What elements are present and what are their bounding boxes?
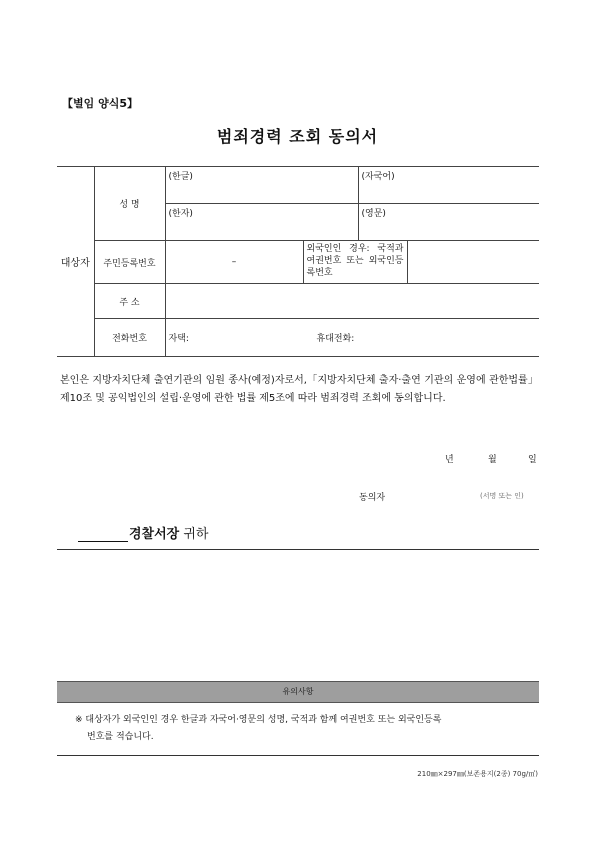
paper-spec-footer: 210㎜×297㎜(보존용지(2종) 70g/㎡) xyxy=(417,770,538,778)
addressee-suffix: 귀하 xyxy=(183,527,209,542)
notes-bottom-line xyxy=(57,755,539,756)
notes-line-2: 번호를 적습니다. xyxy=(87,732,154,742)
consent-statement: 본인은 지방자치단체 출연기관의 임원 종사(예정)자로서,「지방자치단체 출자·출연 기관의 운영에 관한법률」 제10조 및 공익법인의 설립·운영에 관한 법률 제5조에 따라 범죄경력 조회에 동의합니다. xyxy=(60,375,538,404)
name-korean-field[interactable]: (한글) xyxy=(165,167,358,204)
address-field[interactable] xyxy=(165,284,539,319)
date-year: 년 xyxy=(445,455,454,465)
notes-line-1: ※ 대상자가 외국인인 경우 한글과 자국어·영문의 성명, 국적과 함께 여권번호 또는 외국인등록 xyxy=(75,715,442,725)
notes-header: 유의사항 xyxy=(57,681,539,703)
signature-hint[interactable]: (서명 또는 인) xyxy=(480,492,524,500)
name-label: 성 명 xyxy=(94,167,165,241)
home-phone-label[interactable]: 자택: xyxy=(168,334,189,344)
divider-line xyxy=(57,549,539,550)
subject-info-table xyxy=(57,166,539,357)
address-label: 주 소 xyxy=(94,284,165,319)
notes-text xyxy=(75,712,535,746)
subject-label: 대상자 xyxy=(57,167,94,357)
mobile-phone-label[interactable]: 휴대전화: xyxy=(316,334,355,344)
form-label: 【별임 양식5】 xyxy=(62,97,138,110)
name-english-field[interactable]: (영문) xyxy=(358,204,539,241)
id-label: 주민등록번호 xyxy=(94,241,165,284)
date-day: 일 xyxy=(528,455,537,465)
addressee-office: 경찰서장 xyxy=(129,527,180,542)
id-number-field[interactable]: – xyxy=(165,241,303,284)
passport-number-field[interactable] xyxy=(408,241,540,283)
document-title: 범죄경력 조회 동의서 xyxy=(216,127,379,146)
name-hanja-field[interactable]: (한자) xyxy=(165,204,358,241)
phone-label: 전화번호 xyxy=(94,319,165,357)
police-station-blank[interactable] xyxy=(78,529,128,542)
foreigner-note: 외국인인 경우: 국적과 여권번호 또는 외국인등록번호 xyxy=(304,241,408,283)
addressee xyxy=(78,523,209,542)
name-native-field[interactable]: (자국어) xyxy=(358,167,539,204)
consenter-label: 동의자 xyxy=(359,493,386,503)
date-month: 월 xyxy=(488,455,497,465)
